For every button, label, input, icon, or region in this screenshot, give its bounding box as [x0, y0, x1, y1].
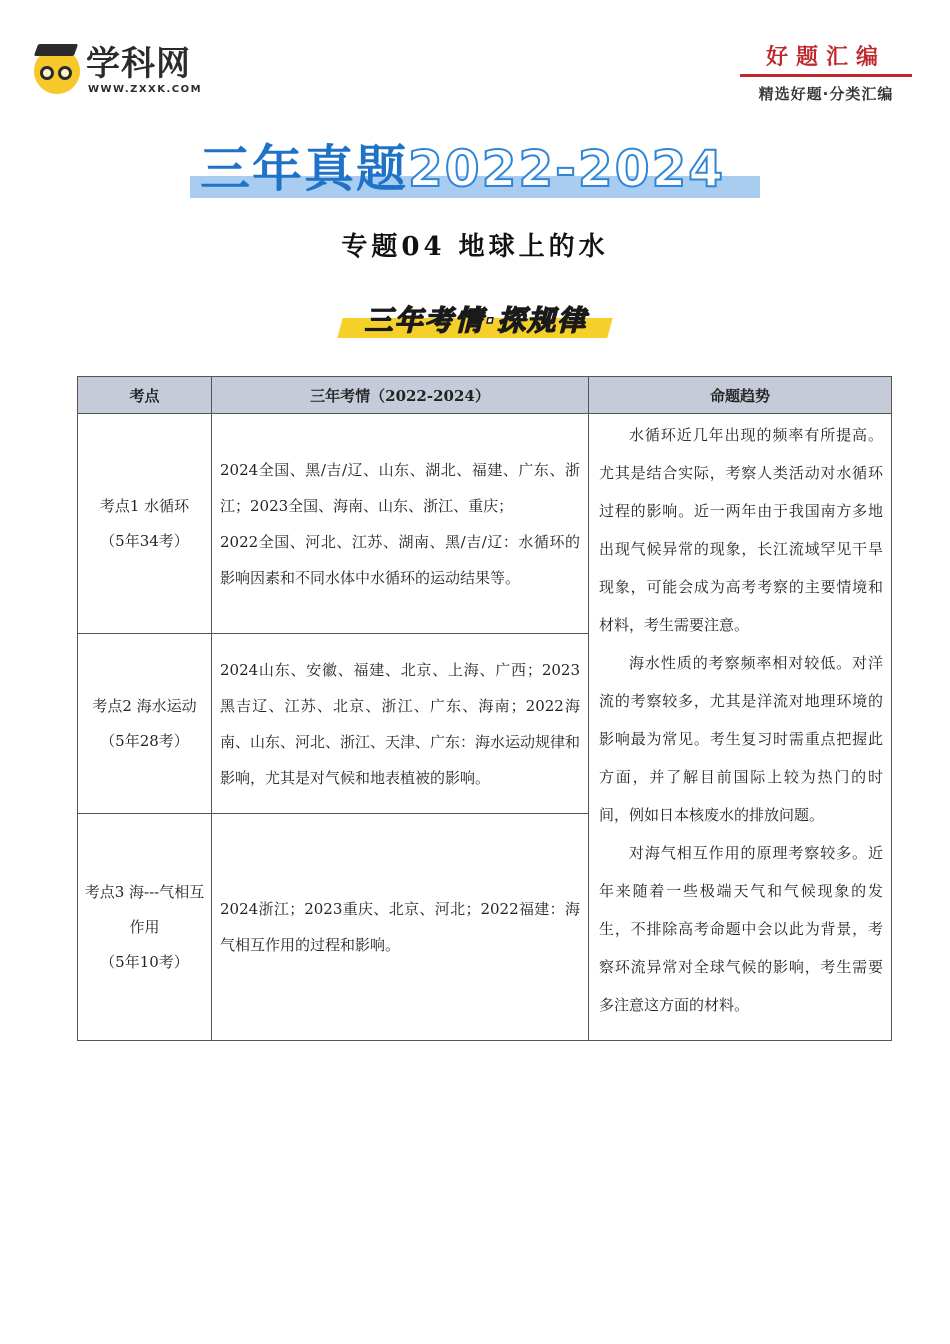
glasses-icon [58, 66, 72, 80]
table-row [78, 414, 892, 634]
trend-paragraph: 水循环近几年出现的频率有所提高。尤其是结合实际，考察人类活动对水循环过程的影响。近一两年由于我国南方多地出现气候异常的现象，长江流域罕见干旱现象，可能会成为高考考察的主要情境和材料，考生需要注意。 [599, 426, 883, 634]
subject-title: 专题04 地球上的水 [341, 232, 609, 262]
section-tag [330, 298, 622, 344]
zxxk-logo[interactable] [32, 44, 222, 104]
topic-count: （5年28考） [100, 731, 189, 750]
page-header [0, 0, 950, 120]
topic-count: （5年34考） [100, 531, 189, 550]
exam-analysis-table [77, 376, 892, 1041]
logo-text: 学科网 [86, 44, 191, 84]
header-trend: 命题趋势 [589, 377, 892, 414]
topic-cell [78, 414, 212, 634]
years-cell: 2024浙江；2023重庆、北京、河北；2022福建：海气相互作用的过程和影响。 [212, 814, 589, 1041]
topic-name: 考点2 海水运动 [92, 696, 197, 715]
graduation-cap-icon [34, 44, 78, 56]
trend-cell [589, 414, 892, 1041]
years-cell: 2024全国、黑/吉/辽、山东、湖北、福建、广东、浙江；2023全国、海南、山东、浙江、重庆； 2022全国、河北、江苏、湖南、黑/吉/辽：水循环的影响因素和不同水体中水循环的运动结果等。 [212, 414, 589, 634]
topic-name: 考点1 水循环 [99, 496, 190, 515]
topic-count: （5年10考） [100, 952, 189, 971]
trend-paragraph: 海水性质的考察频率相对较低。对洋流的考察较多，尤其是洋流对地理环境的影响最为常见。考生复习时需重点把握此方面，并了解目前国际上较为热门的时间，例如日本核废水的排放问题。 [599, 654, 883, 824]
topic-cell [78, 634, 212, 814]
glasses-icon [40, 66, 54, 80]
badge-subtitle: 精选好题·分类汇编 [758, 85, 894, 103]
section-tag-text: 三年考情·探规律 [364, 304, 588, 337]
banner-years: 2022-2024 [408, 140, 726, 198]
topic-name: 考点3 海---气相互作用 [84, 882, 205, 936]
table-header-row [78, 377, 892, 414]
logo-url: WWW.ZXXK.COM [88, 84, 203, 95]
header-topic: 考点 [78, 377, 212, 414]
badge-divider [740, 74, 912, 77]
topic-cell [78, 814, 212, 1041]
years-cell: 2024山东、安徽、福建、北京、上海、广西；2023黑吉辽、江苏、北京、浙江、广东、海南；2022海南、山东、河北、浙江、天津、广东：海水运动规律和影响，尤其是对气候和地表植被的影响。 [212, 634, 589, 814]
badge-title: 好题汇编 [765, 45, 886, 70]
title-banner [190, 138, 760, 200]
header-years: 三年考情（2022-2024） [212, 377, 589, 414]
banner-title: 三年真题 [200, 140, 408, 198]
banner-text [200, 138, 725, 200]
collection-badge [740, 44, 912, 104]
trend-paragraph: 对海气相互作用的原理考察较多。近年来随着一些极端天气和气候现象的发生，不排除高考命题中会以此为背景，考察环流异常对全球气候的影响，考生需要多注意这方面的材料。 [599, 844, 883, 1014]
